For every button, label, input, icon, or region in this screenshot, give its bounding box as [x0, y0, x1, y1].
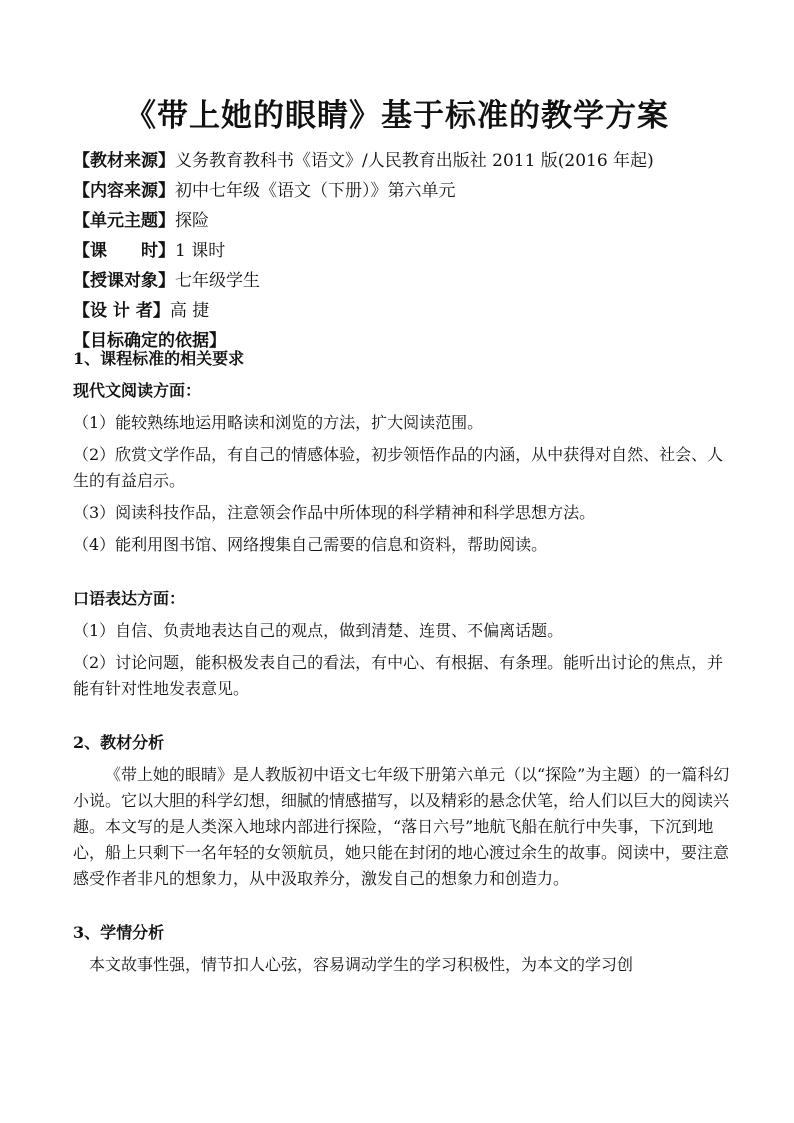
meta-value: 探险 — [175, 211, 209, 231]
meta-value: 七年级学生 — [175, 271, 260, 291]
meta-row-audience — [73, 266, 753, 296]
section-heading-learner-analysis: 3、学情分析 — [73, 923, 165, 942]
document-body — [73, 346, 733, 978]
meta-label: 【目标确定的依据】 — [73, 331, 226, 351]
meta-value: 高 捷 — [169, 301, 210, 321]
meta-label: 【课 时】 — [73, 241, 175, 261]
reading-item: （1）能较熟练地运用略读和浏览的方法，扩大阅读范围。 — [73, 413, 484, 432]
subheading-reading: 现代文阅读方面： — [73, 381, 202, 400]
subheading-oral: 口语表达方面： — [73, 589, 186, 608]
meta-value: 初中七年级《语文（下册）》第六单元 — [175, 181, 456, 201]
meta-label: 【设 计 者】 — [73, 301, 170, 321]
section-heading-textbook-analysis: 2、教材分析 — [73, 733, 165, 752]
learner-analysis-paragraph: 本文故事性强，情节扣人心弦，容易调动学生的学习积极性，为本文的学习创 — [89, 955, 634, 974]
meta-block — [73, 146, 753, 356]
meta-row-unit-theme — [73, 206, 753, 236]
reading-item: （3）阅读科技作品，注意领会作品中所体现的科学精神和科学思想方法。 — [73, 503, 596, 522]
meta-row-class-hours — [73, 236, 753, 266]
meta-label: 【内容来源】 — [73, 181, 175, 201]
meta-label: 【单元主题】 — [73, 211, 175, 231]
meta-label: 【授课对象】 — [73, 271, 175, 291]
meta-row-content-source — [73, 176, 753, 206]
reading-item: （2）欣赏文学作品，有自己的情感体验，初步领悟作品的内涵，从中获得对自然、社会、人生的有益启示。 — [73, 445, 724, 490]
oral-item: （2）讨论问题，能积极发表自己的看法，有中心、有根据、有条理。能听出讨论的焦点，并能有针对性地发表意见。 — [73, 653, 724, 698]
textbook-analysis-paragraph: 《带上她的眼睛》是人教版初中语文七年级下册第六单元（以“探险”为主题）的一篇科幻小说。它以大胆的科学幻想，细腻的情感描写，以及精彩的悬念伏笔，给人们以巨大的阅读兴趣。本文写的是人类深入地球内部进行探险，“落日六号”地航飞船在航行中失事，下沉到地心，船上只剩下一名年轻的女领航员，她只能在封闭的地心渡过余生的故事。阅读中，要注意感受作者非凡的想象力，从中汲取养分，激发自己的想象力和创造力。 — [73, 765, 730, 888]
oral-item: （1）自信、负责地表达自己的观点，做到清楚、连贯、不偏离话题。 — [73, 621, 564, 640]
meta-label: 【教材来源】 — [73, 151, 175, 171]
meta-value: 1 课时 — [175, 241, 226, 261]
document-title: 《带上她的眼睛》基于标准的教学方案 — [125, 98, 669, 134]
meta-row-designer — [73, 296, 753, 326]
meta-row-textbook-source — [73, 146, 753, 176]
reading-item: （4）能利用图书馆、网络搜集自己需要的信息和资料，帮助阅读。 — [73, 535, 548, 554]
meta-value: 义务教育教科书《语文》/人民教育出版社 2011 版(2016 年起) — [175, 151, 654, 171]
section-heading-standards: 1、课程标准的相关要求 — [73, 349, 245, 368]
